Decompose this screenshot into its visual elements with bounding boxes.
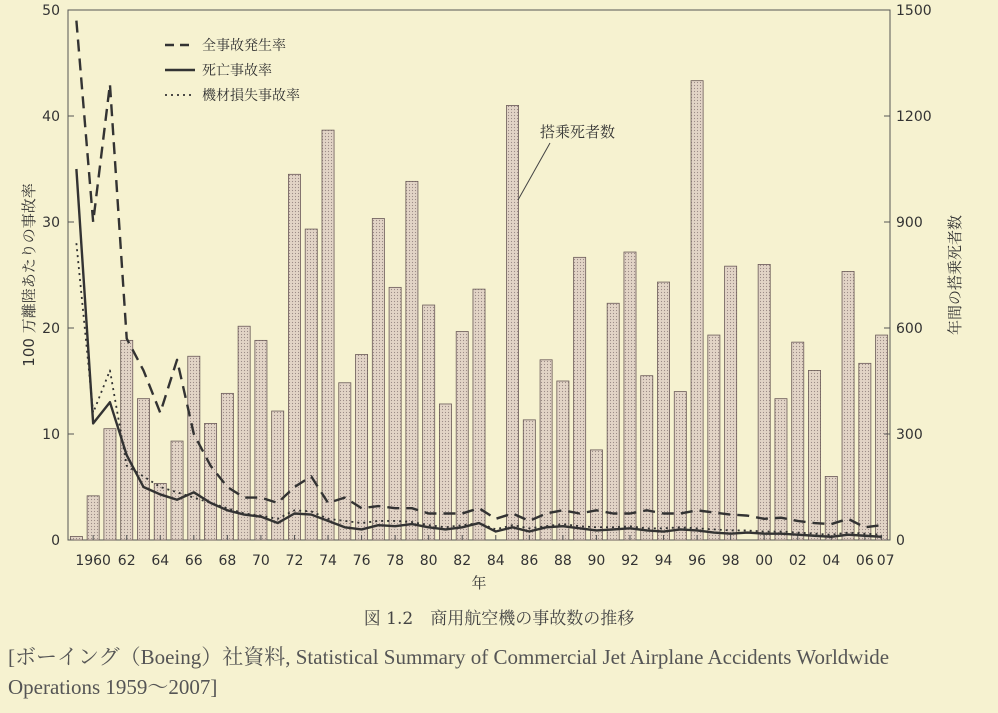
x-tick-label: 70 [252,553,270,569]
bar-1998 [725,266,737,540]
x-tick-label: 62 [117,553,136,569]
legend-label-1: 全事故発生率 [202,38,286,54]
x-tick-label: 02 [788,553,807,569]
x-tick-label: 72 [285,553,304,569]
bar-1965 [171,441,183,540]
x-tick-label: 88 [553,553,572,569]
bar-1994 [657,282,669,540]
right-axis-title: 年間の搭乗死者数 [946,214,964,336]
bar-2002 [792,342,804,540]
bar-2006 [859,363,871,540]
right-tick-label: 0 [896,533,905,549]
figure-caption: 図 1.2 商用航空機の事故数の推移 [363,609,635,629]
x-tick-label: 04 [822,553,841,569]
x-tick-label: 64 [151,553,170,569]
bar-1993 [641,376,653,540]
x-tick-label: 1960 [75,553,111,569]
bar-1966 [188,356,200,540]
x-tick-label: 82 [453,553,472,569]
x-tick-label: 06 [855,553,874,569]
bar-2004 [825,476,837,540]
bar-2000 [758,264,770,540]
legend-label-2: 死亡事故率 [202,63,272,79]
bar-2005 [842,271,854,540]
bar-1970 [255,340,267,540]
bar-1973 [305,229,317,540]
x-tick-label: 96 [688,553,706,569]
x-tick-label: 84 [486,553,505,569]
x-tick-label: 86 [520,553,539,569]
x-tick-label: 92 [621,553,639,569]
right-tick-label: 900 [896,215,923,231]
left-tick-label: 20 [42,321,60,337]
bar-1979 [406,181,418,540]
bar-1986 [523,420,535,540]
left-tick-label: 10 [42,427,60,443]
left-axis-title: 100 万離陸あたりの事故率 [20,183,38,367]
right-tick-label: 600 [896,321,923,337]
bar-1974 [322,130,334,540]
bar-1977 [372,218,384,540]
bar-1982 [456,332,468,540]
bar-1988 [557,381,569,540]
left-tick-label: 0 [51,533,60,549]
bar-1975 [339,383,351,540]
left-tick-label: 40 [42,109,60,125]
x-tick-label: 76 [352,553,371,569]
bar-1967 [205,423,217,540]
x-tick-label: 78 [386,553,405,569]
x-tick-label: 94 [654,553,673,569]
bar-2007 [876,335,888,540]
x-tick-label: 98 [721,553,740,569]
bar-1978 [389,287,401,540]
bar-1961 [104,429,116,540]
bar-1963 [137,399,149,540]
x-tick-label: 74 [319,553,337,569]
bar-1960 [87,496,99,540]
bar-1968 [221,393,233,540]
bar-annotation: 搭乗死者数 [540,123,616,141]
x-axis-title: 年 [471,574,487,592]
right-tick-label: 1500 [896,3,932,19]
bar-2003 [808,370,820,540]
right-tick-label: 1200 [896,109,932,125]
annotation-leader [518,143,550,200]
bar-1992 [624,252,636,540]
x-tick-label: 80 [419,553,438,569]
bar-1959 [70,536,82,540]
left-tick-label: 30 [42,215,60,231]
bar-1969 [238,326,250,540]
left-tick-label: 50 [42,3,60,19]
x-tick-label: 90 [587,553,606,569]
right-tick-label: 300 [896,427,923,443]
bar-1989 [574,257,586,540]
source-note: [ボーイング（Boeing）社資料, Statistical Summary of Commercial Jet Airplane Accidents Worldwide Operations 1959～2007] [8,645,890,699]
bar-1983 [473,289,485,540]
bar-1985 [507,105,519,540]
x-tick-label: 07 [876,553,895,569]
bar-1995 [674,392,686,540]
x-tick-label: 66 [184,553,203,569]
bar-1981 [439,404,451,540]
bar-1997 [708,335,720,540]
bar-1991 [607,303,619,540]
x-tick-label: 68 [218,553,237,569]
x-tick-label: 00 [755,553,774,569]
legend-label-3: 機材損失事故率 [202,88,300,104]
bar-1976 [356,355,368,541]
bar-1980 [423,305,435,540]
bar-1996 [691,81,703,540]
